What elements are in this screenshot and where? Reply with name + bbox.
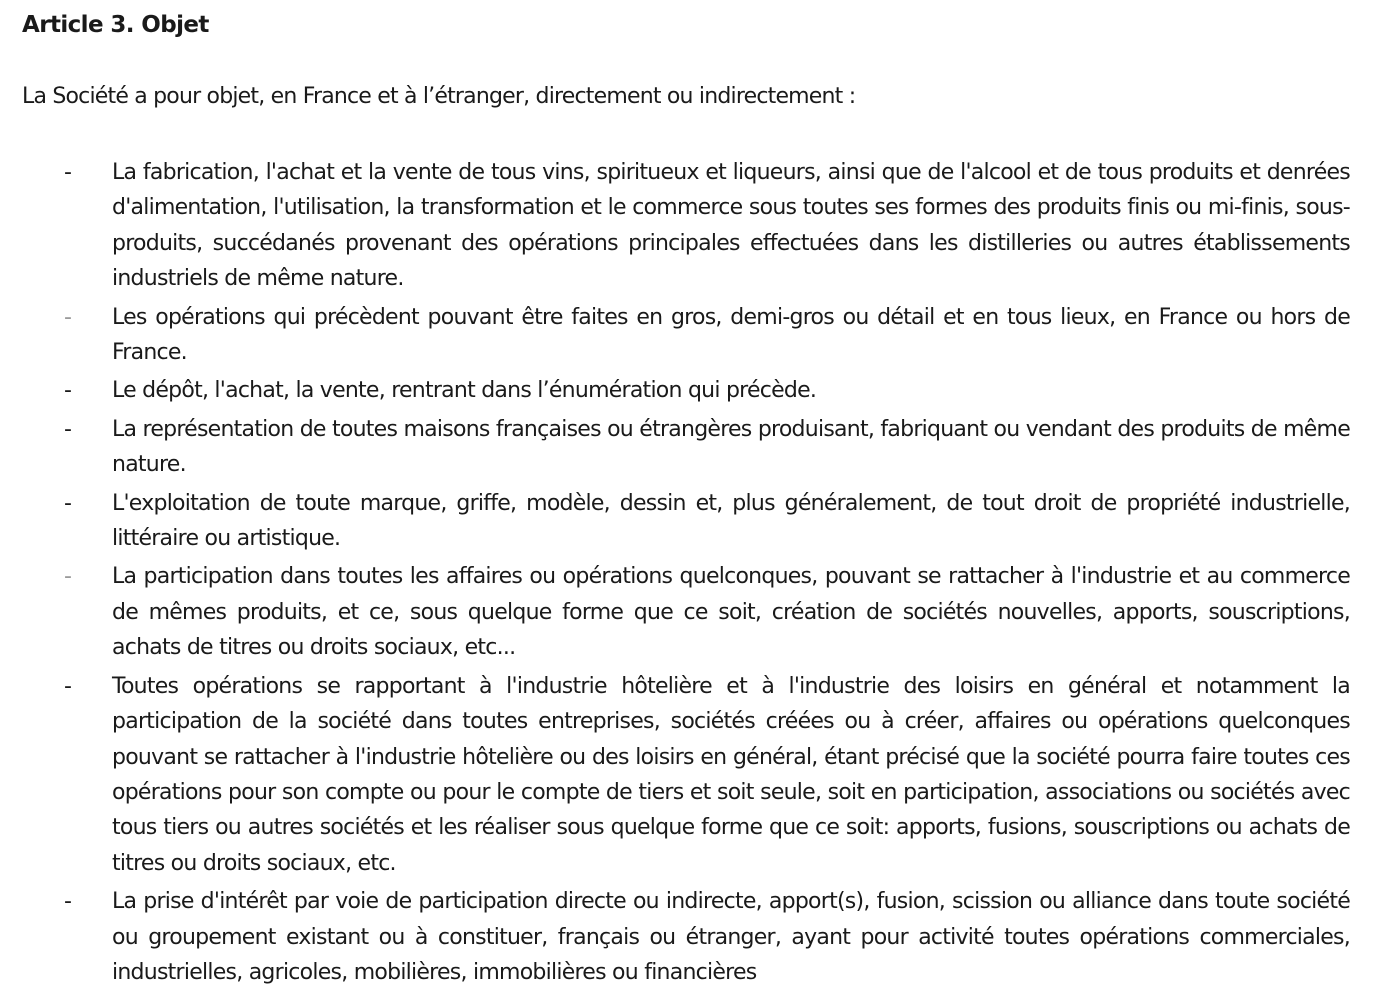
- list-item: [0, 486, 1350, 557]
- list-item: [0, 300, 1350, 371]
- list-dash: -: [64, 160, 72, 185]
- list-item-text: Les opérations qui précèdent pouvant être faites en gros, demi-gros ou détail et en tous lieux, en France ou hors de France.: [112, 304, 1350, 366]
- list-item-text: Le dépôt, l'achat, la vente, rentrant dans l’énumération qui précède.: [112, 378, 817, 404]
- list-dash: -: [64, 889, 72, 915]
- list-dash: -: [64, 416, 72, 442]
- list-item-text: La participation dans toutes les affaires ou opérations quelconques, pouvant se rattacher à l'industrie et au commerce de mêmes produits, et ce, sous quelque forme que ce soit, création de sociétés nouvelles, apports, souscriptions, achats de titres ou droits sociaux, etc...: [112, 564, 1350, 661]
- list-item: [0, 884, 1350, 990]
- list-item: [0, 155, 1350, 297]
- list-item: [0, 373, 1350, 408]
- list-item-text: L'exploitation de toute marque, griffe, modèle, dessin et, plus généralement, de tout droit de propriété industrielle, littéraire ou artistique.: [112, 490, 1350, 552]
- list-item: [0, 412, 1350, 483]
- list-dash: -: [64, 304, 72, 330]
- list-item: [0, 669, 1350, 881]
- list-item-text: La représentation de toutes maisons françaises ou étrangères produisant, fabriquant ou vendant des produits de même nature.: [112, 416, 1350, 478]
- list-item-text: La fabrication, l'achat et la vente de tous vins, spiritueux et liqueurs, ainsi que de l'alcool et de tous produits et denrées d'alimentation, l'utilisation, la transformation et le commerce sous toutes ses formes des produits finis ou mi-finis, sous-produits, succédanés provenant des opérations principales effectuées dans les distilleries ou autres établissements industriels de même nature.: [112, 160, 1350, 292]
- list-dash: -: [64, 564, 72, 590]
- list-dash: -: [64, 490, 72, 516]
- list-dash: -: [64, 673, 72, 699]
- list-dash: -: [64, 378, 72, 404]
- article-intro: La Société a pour objet, en France et à l’étranger, directement ou indirectement :: [22, 84, 856, 109]
- list-item: [0, 559, 1350, 665]
- article-heading: Article 3. Objet: [22, 12, 209, 38]
- list-item-text: Toutes opérations se rapportant à l'industrie hôtelière et à l'industrie des loisirs en général et notamment la participation de la société dans toutes entreprises, sociétés créées ou à créer, affaires ou opérations quelconques pouvant se rattacher à l'industrie hôtelière ou des loisirs en général, étant précisé que la société pourra faire toutes ces opérations pour son compte ou pour le compte de tiers et soit seule, soit en participation, associations ou sociétés avec tous tiers ou autres sociétés et les réaliser sous quelque forme que ce soit: apports, fusions, souscriptions ou achats de titres ou droits sociaux, etc.: [112, 673, 1350, 876]
- list-item-text: La prise d'intérêt par voie de participation directe ou indirecte, apport(s), fusion, scission ou alliance dans toute société ou groupement existant ou à constituer, français ou étranger, ayant pour activité toutes opérations commerciales, industrielles, agricoles, mobilières, immobilières ou financières: [112, 889, 1350, 985]
- object-list: [0, 155, 1386, 993]
